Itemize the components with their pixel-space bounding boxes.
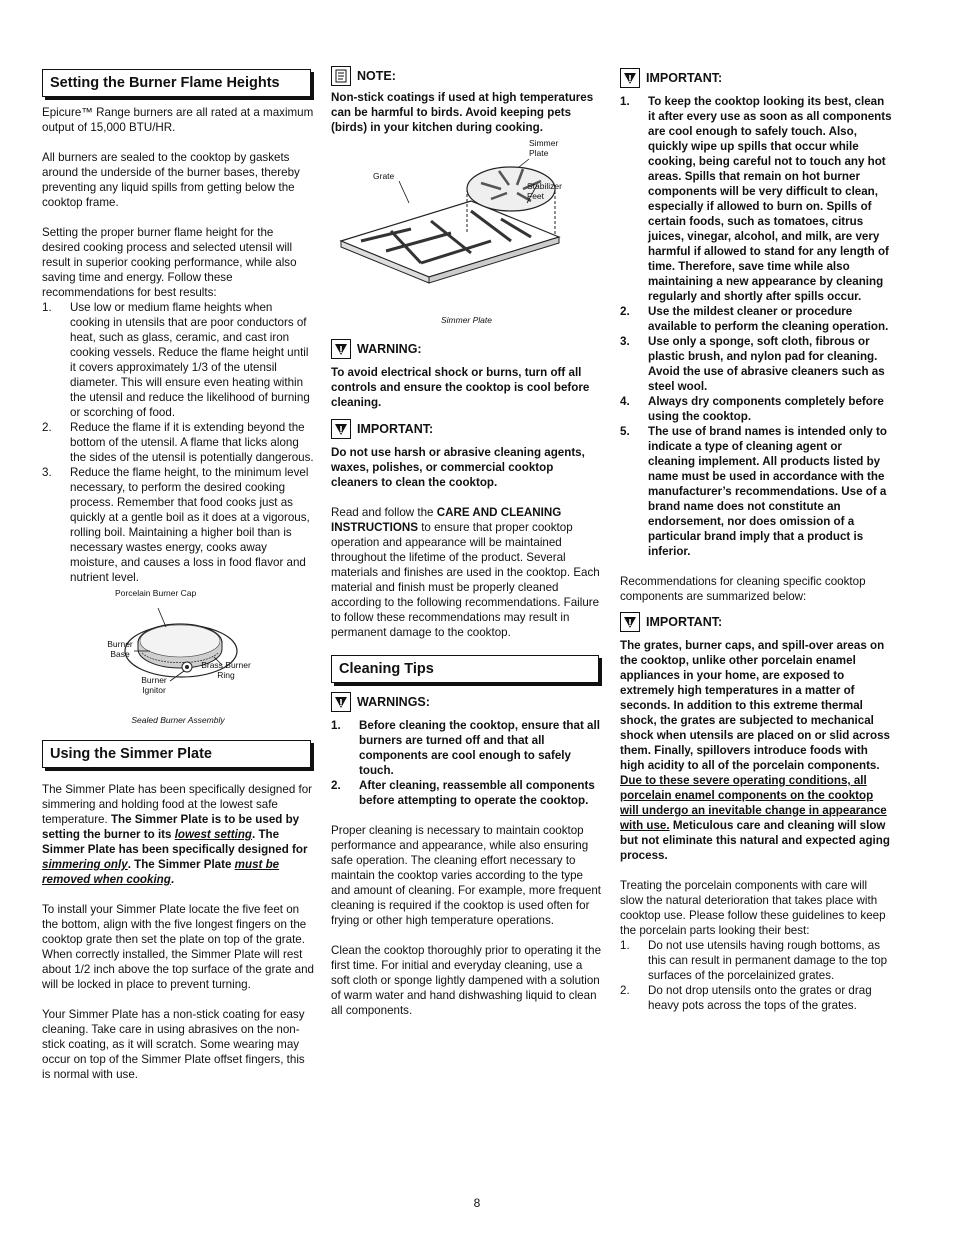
label-stabilizer-feet: Stabilizer Feet (527, 181, 562, 201)
list-item: 3. Reduce the flame height, to the minimum level necessary, to perform the desired cooking process. Remember that food cooks just as quickly at a gentle boil as it does at a vigorous, rolling boil. Maintaining a higher boil than is necessary wastes energy, cooks away moisture, and causes a loss in food flavor and nutrient level. (42, 466, 310, 584)
simmer-paragraph-1: The Simmer Plate has been specifically designed for simmering and holding food at the lowest safe temperature. The Simmer Plate is to be used by setting the burner to its lowest setting. The Simmer Plate has been specifically designed for simmering only. The Simmer Plate must be removed when cooking. (42, 783, 313, 886)
label-burner-ignitor: Burner Ignitor (141, 675, 167, 695)
simmer-paragraph-2: To install your Simmer Plate locate the five feet on the bottom, align with the five longest fingers on the cooktop grate then set the plate on top of the grate. When correctly installed, the Simmer Plate will rest about 1/2 inch above the top surface of the grate and will be locked in place to prevent turning. (42, 903, 315, 991)
list-item: 3. Use only a sponge, soft cloth, fibrous or plastic brush, and nylon pad for cleaning. Avoid the use of abrasive cleaners such as steel wool. (620, 335, 885, 393)
list-item: 2. After cleaning, reassemble all components before attempting to operate the cooktop. (331, 779, 595, 807)
column-left (42, 66, 314, 1082)
column-middle (331, 66, 602, 1018)
note-header (331, 66, 602, 86)
figure-caption: Simmer Plate (440, 315, 492, 325)
page-number: 8 (473, 1196, 481, 1210)
important-header (331, 419, 602, 439)
burner-list (42, 300, 314, 585)
important-list (620, 94, 892, 559)
burner-paragraph-2: All burners are sealed to the cooktop by gaskets around the underside of the burner bases, thereby preventing any liquid spills from getting below the cooktop frame. (42, 151, 300, 209)
figure-caption: Sealed Burner Assembly (131, 715, 225, 725)
sealed-burner-figure (42, 588, 314, 731)
list-item: 2. Do not drop utensils onto the grates or drag heavy pots across the tops of the grates. (620, 984, 872, 1012)
warnings-header (331, 692, 602, 712)
label-simmer-plate: Simmer Plate (529, 138, 559, 158)
burner-assembly-illustration (42, 591, 314, 713)
burner-heading: Setting the Burner Flame Heights (42, 69, 311, 97)
warnings-title: WARNINGS: (357, 694, 430, 709)
warnings-list (331, 718, 602, 808)
column-right (620, 66, 892, 1013)
grate-illustration (331, 141, 602, 331)
tips-heading: Cleaning Tips (331, 655, 599, 683)
important-header-1 (620, 68, 892, 88)
simmer-paragraph-3: Your Simmer Plate has a non-stick coating for easy cleaning. Take care in using abrasives on the non-stick coating, as it will scratch. Some wearing may occur on top of the Simmer Plate offset fingers, this is normal with use. (42, 1008, 305, 1081)
list-item: 1. Do not use utensils having rough bottoms, as this can result in permanent damage to the top surfaces of the porcelainized grates. (620, 939, 888, 982)
list-item: 1. Use low or medium flame heights when cooking in utensils that are poor conductors of heat, such as glass, ceramic, and cast iron cooking vessels. Reduce the flame height until it covers approximately 1/3 of the utensil diameter. This will ensure even heating within the utensil and reduce the likelihood of burning or scorching of food. (42, 301, 310, 419)
list-item: 5. The use of brand names is intended only to indicate a type of cleaning agent or cleaning implement. All products listed by name must be used in accordance with the manufacturer’s recommendations. Use of a brand name does not constitute an endorsement, nor does omission of a particular brand imply that a product is inferior. (620, 425, 887, 558)
label-brass-ring: Brass Burner Ring (201, 660, 251, 680)
important-text: Do not use harsh or abrasive cleaning agents, waxes, polishes, or commercial cooktop cleaners to clean the cooktop. (331, 446, 585, 489)
burner-paragraph-3: Setting the proper burner flame height for the desired cooking process and selected utensil will result in superior cooking performance, while also saving time and energy. Follow these recommendations for best results: (42, 226, 297, 299)
list-item: 1. Before cleaning the cooktop, ensure that all burners are turned off and that all components are cool enough to safely touch. (331, 719, 600, 777)
important-title: IMPORTANT: (646, 614, 723, 629)
warning-icon (620, 68, 640, 88)
warning-text: To avoid electrical shock or burns, turn off all controls and ensure the cooktop is cool before cleaning. (331, 366, 590, 409)
important-title: IMPORTANT: (357, 421, 434, 436)
porcelain-paragraph: Treating the porcelain components with care will slow the natural deterioration that takes place with cooktop use. Please follow these guidelines to keep the porcelain parts looking their best: (620, 879, 886, 937)
warning-icon (331, 419, 351, 439)
simmer-plate-figure (331, 138, 602, 349)
burner-paragraph-1: Epicure™ Range burners are all rated at a maximum output of 15,000 BTU/HR. (42, 106, 314, 134)
warning-icon (331, 692, 351, 712)
list-item: 1. To keep the cooktop looking its best, clean it after every use as soon as all components are cool enough to safely touch. Also, quickly wipe up spills that occur while cooking, being careful not to touch any hot areas. Spills that remain on hot burner components will be very difficult to clean, especially if allowed to burn on. Spills of certain foods, such as tomatoes, citrus juices, vinegar, alcohol, and milk, are very harmful if allowed to stand for any length of time. Therefore, save time while also maintaining a new appearance by cleaning regularly and shortly after spills occur. (620, 95, 892, 303)
warning-icon (620, 612, 640, 632)
porcelain-warning-text: The grates, burner caps, and spill-over areas on the cooktop, unlike other porcelain enamel appliances in your home, are exposed to extremely high temperatures in a matter of seconds. In addition to this extreme thermal shock, the grates are subjected to mechanical shock when utensils are placed on or slid across them. Finally, spillovers introduce foods with high acidity to all of the porcelain components. Due to these severe operating conditions, all porcelain enamel components on the cooktop will undergo an inevitable change in appearance with use. Meticulous care and cleaning will slow but not eliminate this natural and expected aging process. (620, 639, 890, 862)
label-burner-base: Burner Base (107, 639, 133, 659)
list-item: 2. Use the mildest cleaner or procedure available to perform the cleaning operation. (620, 305, 889, 333)
list-item: 2. Reduce the flame if it is extending beyond the bottom of the utensil. A flame that licks along the sides of the utensil is potentially dangerous. (42, 421, 314, 464)
clean-paragraph-2: Clean the cooktop thoroughly prior to operating it the first time. For initial and everyday cleaning, use a soft cloth or sponge lightly dampened with a solution of warm water and hand dishwashing liquid to clean all components. (331, 944, 602, 1017)
warning-title: WARNING: (357, 341, 422, 356)
important-header-2 (620, 612, 892, 632)
porcelain-list (620, 938, 892, 1013)
label-porcelain-cap: Porcelain Burner Cap (115, 588, 197, 598)
list-item: 4. Always dry components completely before using the cooktop. (620, 395, 884, 423)
recommend-text: Recommendations for cleaning specific cooktop components are summarized below: (620, 575, 866, 603)
label-grate: Grate (373, 171, 395, 181)
important-title: IMPORTANT: (646, 70, 723, 85)
care-paragraph: Read and follow the CARE AND CLEANING INSTRUCTIONS to ensure that proper cooktop operation and appearance will be maintained throughout the lifetime of the product. Several materials and finishes are used in the cooktop. Each material and finish must be properly cleaned according to the following recommendations. Failure to follow these recommendations may result in permanent damage to the cooktop. (331, 506, 600, 639)
note-text: Non-stick coatings if used at high temperatures can be harmful to birds. Avoid keeping pets (birds) in your kitchen during cooking. (331, 91, 594, 134)
simmer-heading: Using the Simmer Plate (42, 740, 311, 768)
note-icon (331, 66, 351, 86)
note-title: NOTE: (357, 68, 396, 83)
clean-paragraph-1: Proper cleaning is necessary to maintain cooktop performance and appearance, while also ensuring safe operation. The cleaning effort necessary to maintain the cooktop varies according to the type and amount of cleaning. For example, more frequent cleaning is required if the cooktop is used often for frying or other high temperature operations. (331, 824, 602, 927)
